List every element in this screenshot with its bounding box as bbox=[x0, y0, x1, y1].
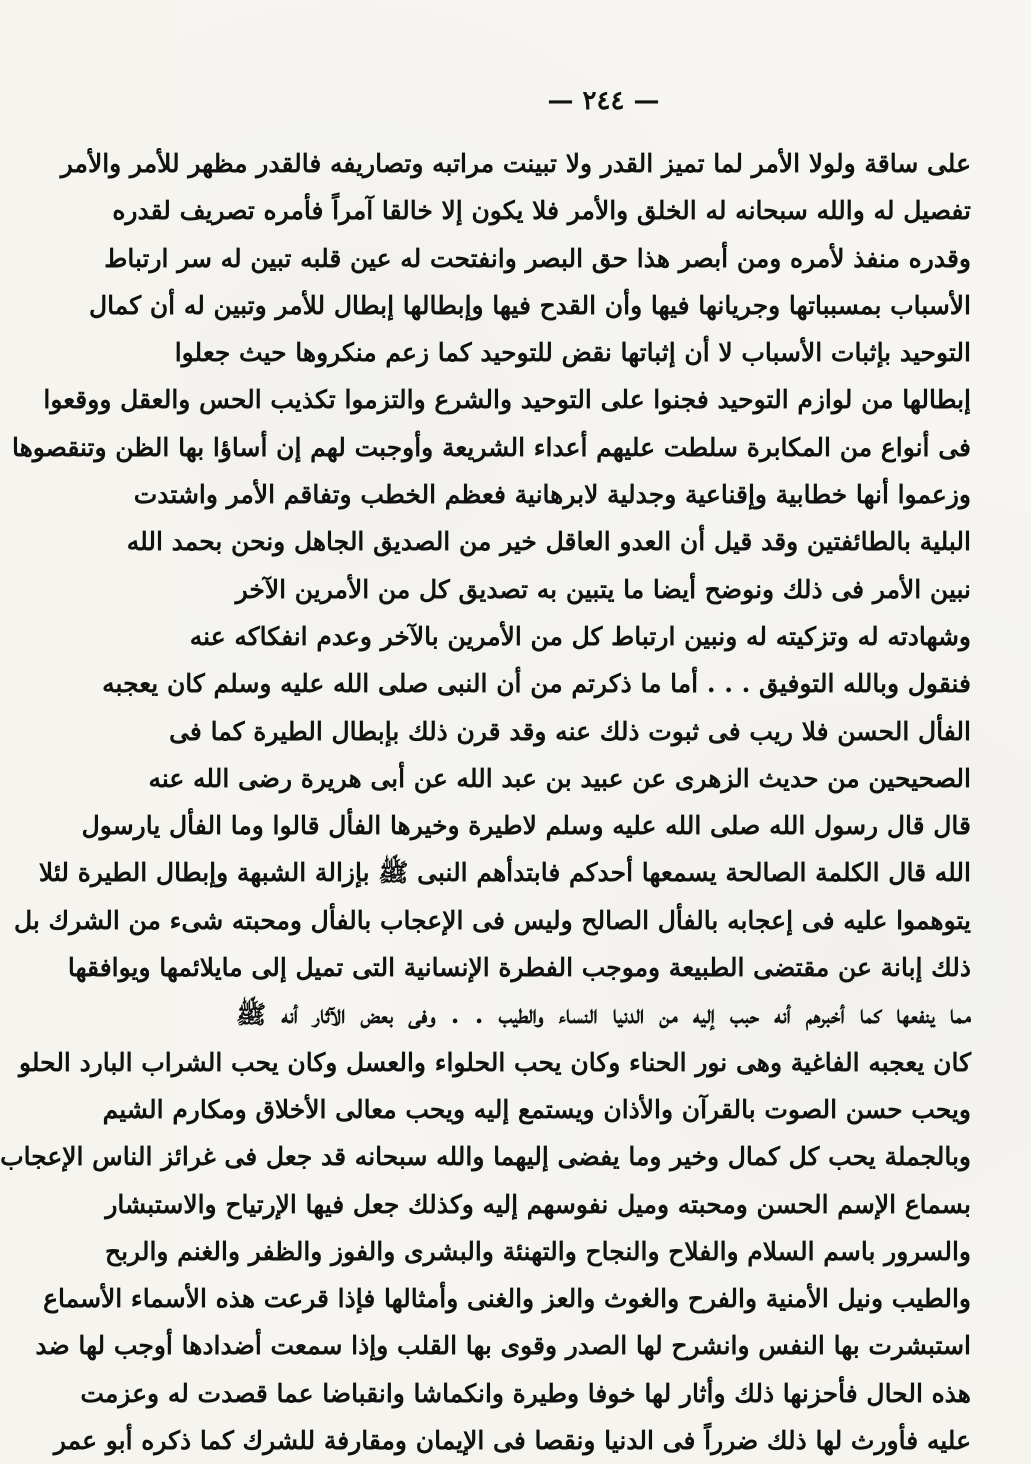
text-line: إبطالها من لوازم التوحيد فجنوا على التوحيد والشرع والتزموا تكذيب الحس والعقل ووقعوا bbox=[43, 385, 971, 415]
text-line: والسرور باسم السلام والفلاح والنجاح والتهنئة والبشرى والفوز والظفر والغنم والربح bbox=[104, 1236, 971, 1266]
text-line: الأسباب بمسبباتها وجريانها فيها وأن القدح فيها وإبطالها إبطال للأمر وتبين له أن كمال bbox=[88, 290, 971, 320]
text-line: وشهادته له وتزكيته له ونبين ارتباط كل من الأمرين بالآخر وعدم انفكاكه عنه bbox=[189, 621, 971, 651]
text-line: يتوهموا عليه فى إعجابه بالفأل الصالح وليس فى الإعجاب بالفأل ومحبته شىء من الشرك بل bbox=[13, 905, 971, 935]
text-line: قال قال رسول الله صلى الله عليه وسلم لاطيرة وخيرها الفأل قالوا وما الفأل يارسول bbox=[81, 811, 971, 841]
text-line: والطيب ونيل الأمنية والفرح والغوث والعز والغنى وأمثالها فإذا قرعت هذه الأسماء الأسماع bbox=[43, 1284, 971, 1314]
text-line: استبشرت بها النفس وانشرح لها الصدر وقوى بها القلب وإذا سمعت أضدادها أوجب لها ضد bbox=[35, 1331, 971, 1361]
text-line: عليه فأورث لها ذلك ضرراً فى الدنيا ونقصا فى الإيمان ومقارفة للشرك كما ذكره أبو عمر bbox=[53, 1426, 971, 1456]
text-line: تفصيل له والله سبحانه له الخلق والأمر فلا يكون إلا خالقا آمراً فأمره تصريف لقدره bbox=[112, 196, 971, 226]
text-line: ذلك إبانة عن مقتضى الطبيعة وموجب الفطرة الإنسانية التى تميل إلى مايلائمها ويوافقها bbox=[67, 953, 971, 983]
text-line: هذه الحال فأحزنها ذلك وأثار لها خوفا وطيرة وانكماشا وانقباضا عما قصدت له وعزمت bbox=[80, 1378, 971, 1408]
text-line: الفأل الحسن فلا ريب فى ثبوت ذلك عنه وقد قرن ذلك بإبطال الطيرة كما فى bbox=[169, 716, 971, 746]
page-number: — ٢٤٤ — bbox=[547, 86, 660, 116]
text-line: الصحيحين من حديث الزهرى عن عبيد بن عبد الله عن أبى هريرة رضى الله عنه bbox=[148, 763, 971, 793]
text-line: نبين الأمر فى ذلك ونوضح أيضا ما يتبين به تصديق كل من الأمرين الآخر bbox=[235, 574, 971, 604]
text-line: وزعموا أنها خطابية وإقناعية وجدلية لابرهانية فعظم الخطب وتفاقم الأمر واشتدت bbox=[133, 480, 971, 510]
text-line: التوحيد بإثبات الأسباب لا أن إثباتها نقض للتوحيد كما زعم منكروها حيث جعلوا bbox=[174, 338, 971, 368]
text-line: بسماع الإسم الحسن ومحبته وميل نفوسهم إليه وكذلك جعل فيها الإرتياح والاستبشار bbox=[105, 1189, 971, 1219]
text-line: وبالجملة يحب كل كمال وخير وما يفضى إليهما والله سبحانه قد جعل فى غرائز الناس الإعجاب bbox=[0, 1142, 971, 1172]
text-line: الله قال الكلمة الصالحة يسمعها أحدكم فابتدأهم النبى ﷺ بإزالة الشبهة وإبطال الطيرة لئلا bbox=[38, 858, 971, 888]
text-line: على ساقة ولولا الأمر لما تميز القدر ولا تبينت مراتبه وتصاريفه فالقدر مظهر للأمر والأمر bbox=[60, 149, 971, 178]
text-line: البلية بالطائفتين وقد قيل أن العدو العاقل خير من الصديق الجاهل ونحن بحمد الله bbox=[126, 527, 971, 557]
text-line: فنقول وبالله التوفيق . . . أما ما ذكرتم من أن النبى صلى الله عليه وسلم كان يعجبه bbox=[102, 669, 971, 699]
text-line: مما ينفعها كما أخبرهم أنه حبب إليه من الدنيا النساء والطيب . . وفى بعض الآثار أنه ﷺ bbox=[236, 1000, 971, 1030]
body-text bbox=[0, 140, 971, 1464]
text-line: كان يعجبه الفاغية وهى نور الحناء وكان يحب الحلواء والعسل وكان يحب الشراب البارد الحلو bbox=[18, 1047, 971, 1077]
text-line: فى أنواع من المكابرة سلطت عليهم أعداء الشريعة وأوجبت لهم إن أساؤا بها الظن وتنقصوها bbox=[11, 432, 971, 462]
text-line: وقدره منفذ لأمره ومن أبصر هذا حق البصر وانفتحت له عين قلبه تبين له سر ارتباط bbox=[104, 243, 971, 273]
text-line: ويحب حسن الصوت بالقرآن والأذان ويستمع إليه ويحب معالى الأخلاق ومكارم الشيم bbox=[102, 1094, 971, 1124]
